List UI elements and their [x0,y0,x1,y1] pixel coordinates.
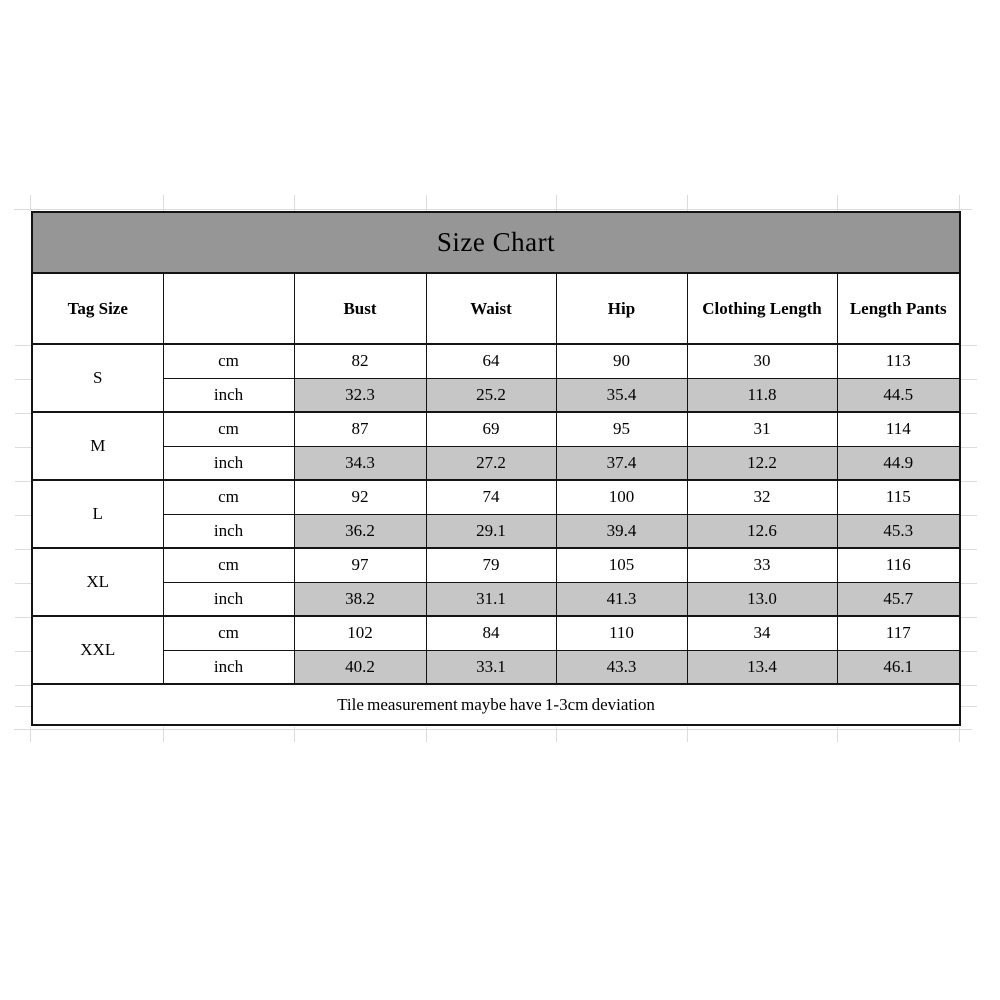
value-cell: 64 [426,344,556,378]
value-cell: 100 [556,480,687,514]
value-cell: 105 [556,548,687,582]
gridline-tick [30,195,31,211]
value-cell: 13.4 [687,650,837,684]
gridline-tick [15,583,31,584]
table-row-xl-cm [32,548,960,582]
unit-label: inch [163,514,294,548]
gridline-tick [961,706,977,707]
gridline-bottom [14,729,972,730]
size-tag: M [32,412,163,480]
value-cell: 32.3 [294,378,426,412]
value-cell: 90 [556,344,687,378]
value-cell: 37.4 [556,446,687,480]
title-row [32,212,960,273]
gridline-tick [15,413,31,414]
value-cell: 40.2 [294,650,426,684]
unit-label: cm [163,616,294,650]
col-header-hip: Hip [556,273,687,344]
value-cell: 116 [837,548,960,582]
table-row-s-inch [32,378,960,412]
size-tag: L [32,480,163,548]
gridline-tick [15,706,31,707]
value-cell: 84 [426,616,556,650]
size-tag: XXL [32,616,163,684]
gridline-tick [294,195,295,211]
col-header-waist: Waist [426,273,556,344]
value-cell: 30 [687,344,837,378]
value-cell: 79 [426,548,556,582]
gridline-tick [15,685,31,686]
value-cell: 46.1 [837,650,960,684]
gridline-tick [961,617,977,618]
value-cell: 45.7 [837,582,960,616]
value-cell: 36.2 [294,514,426,548]
gridline-tick [961,515,977,516]
gridline-tick [15,481,31,482]
header-row [32,273,960,344]
gridline-tick [959,727,960,742]
table-row-s-cm [32,344,960,378]
value-cell: 44.5 [837,378,960,412]
unit-label: inch [163,650,294,684]
col-header-unit [163,273,294,344]
value-cell: 34.3 [294,446,426,480]
value-cell: 11.8 [687,378,837,412]
unit-label: inch [163,378,294,412]
value-cell: 95 [556,412,687,446]
gridline-tick [687,727,688,742]
gridline-tick [15,447,31,448]
value-cell: 27.2 [426,446,556,480]
value-cell: 87 [294,412,426,446]
unit-label: inch [163,446,294,480]
gridline-tick [961,345,977,346]
gridline-tick [959,195,960,211]
value-cell: 39.4 [556,514,687,548]
col-header-length-pants: Length Pants [837,273,960,344]
table-row-xl-inch [32,582,960,616]
gridline-tick [30,727,31,742]
table-row-m-inch [32,446,960,480]
gridline-tick [687,195,688,211]
gridline-tick [961,583,977,584]
unit-label: cm [163,480,294,514]
unit-label: cm [163,344,294,378]
value-cell: 12.6 [687,514,837,548]
value-cell: 74 [426,480,556,514]
gridline-tick [426,727,427,742]
value-cell: 13.0 [687,582,837,616]
unit-label: cm [163,548,294,582]
value-cell: 34 [687,616,837,650]
gridline-tick [961,447,977,448]
gridline-tick [163,195,164,211]
gridline-tick [837,727,838,742]
value-cell: 69 [426,412,556,446]
value-cell: 113 [837,344,960,378]
size-chart-table [31,211,961,726]
deviation-note: Tile measurement maybe have 1-3cm deviation [32,684,960,725]
gridline-tick [837,195,838,211]
unit-label: inch [163,582,294,616]
gridline-tick [961,651,977,652]
footer-row [32,684,960,725]
gridline-tick [15,379,31,380]
value-cell: 25.2 [426,378,556,412]
gridline-tick [163,727,164,742]
value-cell: 114 [837,412,960,446]
value-cell: 38.2 [294,582,426,616]
value-cell: 102 [294,616,426,650]
value-cell: 44.9 [837,446,960,480]
value-cell: 82 [294,344,426,378]
gridline-tick [15,515,31,516]
gridline-tick [556,727,557,742]
size-tag: XL [32,548,163,616]
col-header-tag-size: Tag Size [32,273,163,344]
value-cell: 45.3 [837,514,960,548]
gridline-tick [294,727,295,742]
value-cell: 31.1 [426,582,556,616]
table-row-xxl-cm [32,616,960,650]
col-header-bust: Bust [294,273,426,344]
value-cell: 33.1 [426,650,556,684]
value-cell: 32 [687,480,837,514]
gridline-tick [15,549,31,550]
value-cell: 43.3 [556,650,687,684]
gridline-tick [15,651,31,652]
gridline-tick [961,413,977,414]
value-cell: 31 [687,412,837,446]
value-cell: 97 [294,548,426,582]
gridline-tick [961,481,977,482]
unit-label: cm [163,412,294,446]
value-cell: 12.2 [687,446,837,480]
value-cell: 110 [556,616,687,650]
gridline-tick [961,379,977,380]
gridline-tick [15,345,31,346]
table-row-m-cm [32,412,960,446]
gridline-top [14,209,972,210]
gridline-tick [15,617,31,618]
table-row-l-inch [32,514,960,548]
value-cell: 29.1 [426,514,556,548]
value-cell: 33 [687,548,837,582]
table-row-xxl-inch [32,650,960,684]
value-cell: 92 [294,480,426,514]
value-cell: 35.4 [556,378,687,412]
value-cell: 41.3 [556,582,687,616]
gridline-tick [961,549,977,550]
gridline-tick [556,195,557,211]
gridline-tick [961,685,977,686]
value-cell: 115 [837,480,960,514]
page-title: Size Chart [32,212,960,273]
value-cell: 117 [837,616,960,650]
table-row-l-cm [32,480,960,514]
size-tag: S [32,344,163,412]
col-header-clothing-length: Clothing Length [687,273,837,344]
gridline-tick [426,195,427,211]
